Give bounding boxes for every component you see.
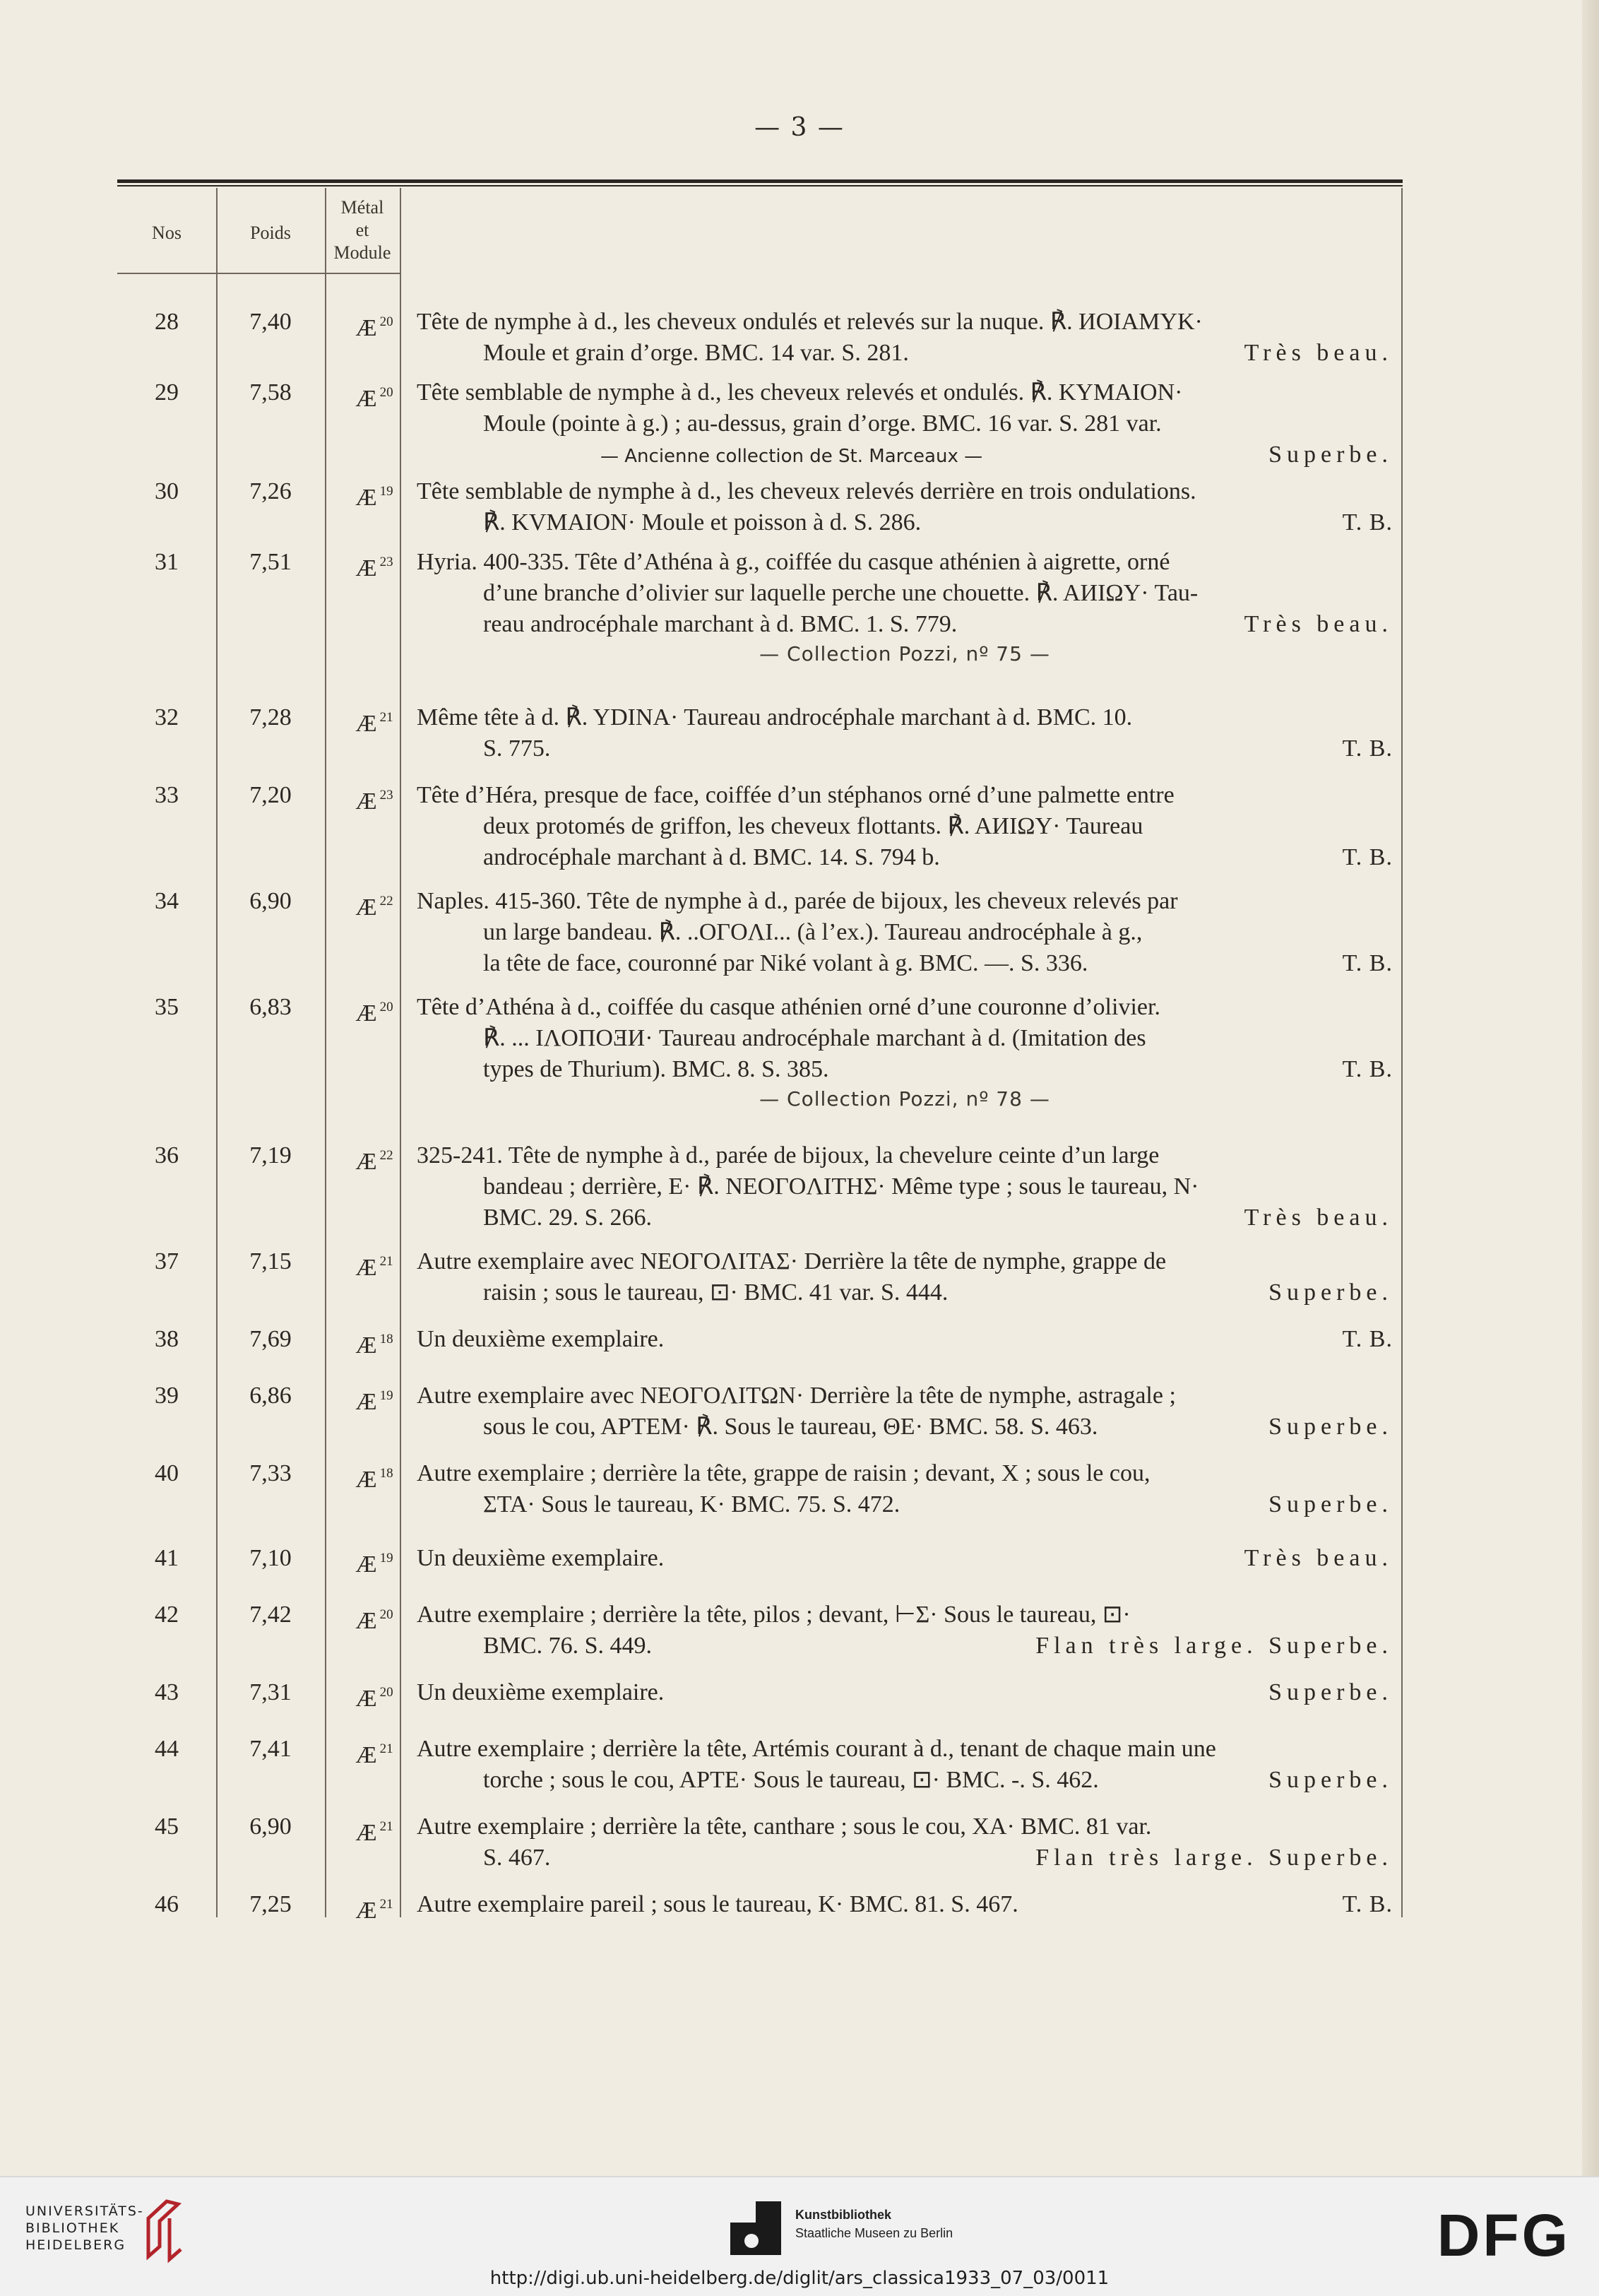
description-text: Un deuxième exemplaire. [417,1679,665,1705]
column-divider [400,188,401,1917]
entry-description [417,1889,1393,1920]
header-metal-line: Module [333,242,391,263]
entry-module: 20 [379,1685,393,1700]
entry-weight: 6,83 [249,994,292,1020]
description-text: Autre exemplaire ; derrière la tête, pilos ; devant, ⊢Σ· Sous le taureau, ⊡· [417,1602,1131,1628]
description-line [417,780,1393,811]
entry-number: 38 [155,1326,179,1352]
description-text: androcéphale marchant à d. BMC. 14. S. 794 b. [483,844,940,870]
entry-metal: Æ [355,788,377,815]
column-divider [325,188,326,1917]
entry-module: 22 [379,1148,393,1163]
entry-metal-module [325,1324,424,1361]
entry-number: 31 [155,549,179,575]
entry-number: 35 [155,994,179,1020]
description-line [417,1054,1393,1085]
description-text: BMC. 29. S. 266. [483,1205,652,1231]
description-line [417,1889,1393,1920]
description-text: Autre exemplaire avec NEOΓOΛITΩN· Derrière la tête de nymphe, astragale ; [417,1383,1176,1409]
entry-module: 19 [379,1551,393,1566]
entry-description [417,702,1393,764]
description-line [417,547,1393,578]
entry-description [417,377,1393,471]
description-text: sous le cou, APTEM· ℟. Sous le taureau, ΘE· BMC. 58. S. 463. [483,1414,1098,1440]
entry-number: 30 [155,478,179,504]
entry-metal-module [325,1246,424,1284]
entry-weight: 6,86 [249,1383,292,1409]
grade-label: Très beau. [1244,611,1393,637]
description-line [417,476,1393,507]
description-line [417,1023,1393,1054]
entry-metal-module [325,702,424,740]
description-line [417,1543,1393,1574]
entry-weight: 7,26 [249,478,292,504]
description-line [417,1324,1393,1355]
entry-module: 21 [379,1897,393,1912]
entry-description [417,1811,1393,1874]
description-line [417,1765,1393,1796]
header-nos-label: Nos [152,223,182,243]
entry-metal-module [325,547,424,584]
entry-weight: 6,90 [249,888,292,914]
entry-metal: Æ [355,1389,377,1415]
description-line [417,1380,1393,1412]
entry-metal-module [325,1140,424,1178]
column-divider [216,188,218,1917]
grade-label: T. B. [1342,1056,1393,1082]
description-line [417,507,1393,538]
description-line [417,377,1393,408]
description-text: Tête d’Athéna à d., coiffée du casque athénien orné d’une couronne d’olivier. [417,994,1160,1020]
description-line [417,1202,1393,1233]
description-text: raisin ; sous le taureau, ⊡· BMC. 41 var. S. 444. [483,1279,949,1306]
entry-metal-module [325,1677,424,1715]
description-line [417,338,1393,369]
entry-module: 20 [379,1607,393,1622]
description-text: types de Thurium). BMC. 8. S. 385. [483,1056,829,1082]
grade-label: Superbe. [1268,1279,1393,1306]
entry-metal: Æ [355,1608,377,1634]
entry-metal: Æ [355,894,377,921]
entry-module: 21 [379,710,393,725]
entry-metal: Æ [355,1149,377,1175]
description-text: Autre exemplaire ; derrière la tête, Artémis courant à d., tenant de chaque main une [417,1736,1216,1762]
header-poids-label: Poids [250,223,291,243]
entry-metal-module [325,780,424,817]
header-metal [325,196,400,264]
entry-number: 29 [155,379,179,406]
grade-label: Flan très large. Superbe. [1035,1633,1393,1659]
description-line [417,733,1393,764]
grade-label: Superbe. [1268,1414,1393,1440]
entry-module: 19 [379,1388,393,1403]
description-line [417,1599,1393,1631]
entry-description [417,1324,1393,1355]
uni-logo-line: UNIVERSITÄTS- [25,2203,144,2219]
grade-label: Superbe. [1268,1767,1393,1793]
entry-number: 41 [155,1545,179,1571]
entry-metal: Æ [355,555,377,581]
description-text: ΣTA· Sous le taureau, K· BMC. 75. S. 472. [483,1491,900,1517]
entry-weight: 7,31 [249,1679,292,1705]
entry-weight: 7,25 [249,1891,292,1917]
entry-metal-module [325,1734,424,1771]
entry-number: 36 [155,1142,179,1168]
provenance-line: — Collection Pozzi, nº 78 — [759,1087,1050,1111]
uni-heidelberg-logo [25,2203,144,2254]
grade-label: T. B. [1342,509,1393,535]
grade-label: Très beau. [1244,340,1393,366]
top-rule-thin [117,185,1403,187]
entry-weight: 7,69 [249,1326,292,1352]
description-line [417,948,1393,979]
entry-metal-module [325,307,424,344]
entry-description [417,780,1393,873]
entry-number: 28 [155,309,179,335]
header-nos [117,222,216,244]
description-text: un large bandeau. ℟. ..OΓOΛI... (à l’ex.). Taureau androcéphale à g., [483,919,1143,945]
footer-bar [0,2176,1599,2296]
description-line [417,1631,1393,1662]
entry-weight: 7,20 [249,782,292,808]
entry-weight: 6,90 [249,1813,292,1840]
entry-metal: Æ [355,1467,377,1493]
entry-description [417,547,1393,668]
description-text: Autre exemplaire ; derrière la tête, grappe de raisin ; devant, X ; sous le cou, [417,1460,1151,1486]
entry-description [417,886,1393,979]
entry-metal-module [325,1599,424,1637]
description-line [417,1811,1393,1842]
description-text: Tête semblable de nymphe à d., les cheveux relevés derrière en trois ondulations. [417,478,1196,504]
entry-metal: Æ [355,386,377,412]
description-text: 325-241. Tête de nymphe à d., parée de bijoux, la chevelure ceinte d’un large [417,1142,1160,1168]
description-line [417,408,1393,439]
description-text: S. 467. [483,1845,551,1871]
entry-metal-module [325,992,424,1029]
header-poids [216,222,325,244]
entry-description [417,476,1393,538]
description-text: Autre exemplaire avec NEOΓOΛITAΣ· Derrière la tête de nymphe, grappe de [417,1248,1167,1274]
entry-number: 45 [155,1813,179,1840]
description-line [417,811,1393,842]
grade-label: T. B. [1342,1891,1393,1917]
grade-label: Très beau. [1244,1545,1393,1571]
entry-description [417,1599,1393,1662]
entry-weight: 7,15 [249,1248,292,1274]
entry-metal: Æ [355,1742,377,1768]
entry-module: 21 [379,1819,393,1834]
description-line [417,578,1393,609]
entry-weight: 7,41 [249,1736,292,1762]
entry-weight: 7,42 [249,1602,292,1628]
uni-heidelberg-mark-icon [138,2197,188,2265]
source-url-link[interactable]: http://digi.ub.uni-heidelberg.de/diglit/ars_classica1933_07_03/0011 [489,2268,1110,2289]
entry-description [417,1543,1393,1574]
grade-label: Flan très large. Superbe. [1035,1845,1393,1871]
entry-metal-module [325,1811,424,1849]
page-edge [1582,0,1599,2176]
kunstbibliothek-logo-icon [730,2201,781,2255]
description-line [417,1277,1393,1308]
entry-module: 22 [379,894,393,909]
description-line [417,917,1393,948]
description-line [417,1171,1393,1202]
entry-metal-module [325,377,424,415]
kunstbibliothek-text [795,2206,953,2242]
entry-metal: Æ [355,1686,377,1712]
entry-module: 18 [379,1332,393,1347]
description-text: BMC. 76. S. 449. [483,1633,652,1659]
grade-label: Très beau. [1244,1205,1393,1231]
description-line [417,886,1393,917]
description-text: Moule et grain d’orge. BMC. 14 var. S. 281. [483,340,909,366]
dfg-logo: DFG [1437,2202,1571,2268]
grade-label: T. B. [1342,950,1393,976]
description-text: deux protomés de griffon, les cheveux flottants. ℟. AИIΩY· Taureau [483,813,1143,839]
entry-description [417,1380,1393,1443]
entry-metal: Æ [355,1820,377,1846]
entry-metal-module [325,1458,424,1496]
uni-logo-line: BIBLIOTHEK [25,2220,120,2236]
description-text: ℟. KVMAION· Moule et poisson à d. S. 286. [483,509,922,535]
description-text: Autre exemplaire pareil ; sous le taureau, K· BMC. 81. S. 467. [417,1891,1018,1917]
description-text: bandeau ; derrière, E· ℟. NEOΓOΛITHΣ· Même type ; sous le taureau, N· [483,1173,1199,1200]
description-text: d’une branche d’olivier sur laquelle perche une chouette. ℟. AИIΩY· Tau- [483,580,1199,606]
entry-module: 21 [379,1254,393,1269]
entry-metal: Æ [355,1255,377,1281]
entry-metal: Æ [355,711,377,737]
grade-label: T. B. [1342,844,1393,870]
entry-number: 40 [155,1460,179,1486]
provenance-text: — Ancienne collection de St. Marceaux — [600,446,983,467]
description-line [417,307,1393,338]
description-line [417,1734,1393,1765]
entry-description [417,1734,1393,1796]
entry-number: 39 [155,1383,179,1409]
entry-number: 46 [155,1891,179,1917]
description-line [417,992,1393,1023]
description-text: S. 775. [483,735,551,762]
kb-name: Kunstbibliothek [795,2208,891,2222]
description-text: reau androcéphale marchant à d. BMC. 1. S. 779. [483,611,958,637]
description-line [417,1677,1393,1708]
entry-metal: Æ [355,485,377,511]
entry-metal: Æ [355,1332,377,1359]
grade-label: T. B. [1342,735,1393,762]
entry-module: 20 [379,385,393,400]
top-rule [117,179,1403,183]
description-text: torche ; sous le cou, APTE· Sous le taureau, ⊡· BMC. -. S. 462. [483,1767,1099,1793]
entry-weight: 7,40 [249,309,292,335]
column-divider [1401,188,1403,1917]
description-text: Moule (pointe à g.) ; au-dessus, grain d’orge. BMC. 16 var. S. 281 var. [483,410,1162,437]
entry-metal: Æ [355,315,377,341]
description-line [417,1842,1393,1874]
entry-number: 33 [155,782,179,808]
description-line [417,609,1393,640]
entry-description [417,1140,1393,1233]
grade-label: Superbe. [1268,1679,1393,1705]
description-line [417,1458,1393,1489]
uni-logo-line: HEIDELBERG [25,2237,126,2253]
provenance-line: — Collection Pozzi, nº 75 — [759,642,1050,665]
entry-number: 43 [155,1679,179,1705]
entry-weight: 7,28 [249,704,292,730]
description-line [417,1489,1393,1520]
entry-description [417,1246,1393,1308]
entry-number: 42 [155,1602,179,1628]
header-metal-line: et [355,220,369,240]
catalog-table [117,179,1403,1924]
entry-weight: 7,33 [249,1460,292,1486]
grade-label: Superbe. [1268,1491,1393,1517]
entry-module: 20 [379,314,393,329]
entry-module: 19 [379,484,393,499]
entry-module: 18 [379,1466,393,1481]
description-text: Autre exemplaire ; derrière la tête, canthare ; sous le cou, XA· BMC. 81 var. [417,1813,1152,1840]
description-text: Tête d’Héra, presque de face, coiffée d’un stéphanos orné d’une palmette entre [417,782,1175,808]
description-line [417,842,1393,873]
page-number: — 3 — [754,113,845,142]
description-text: Tête semblable de nymphe à d., les cheveux relevés et ondulés. ℟. KYMAION· [417,379,1183,406]
entry-number: 34 [155,888,179,914]
description-text: ℟. ... IΛOΠOƎИ· Taureau androcéphale marchant à d. (Imitation des [483,1025,1146,1051]
entry-metal-module [325,1380,424,1418]
entry-metal-module [325,1889,424,1927]
entry-metal-module [325,476,424,514]
description-line [417,1412,1393,1443]
entry-weight: 7,58 [249,379,292,406]
entry-metal-module [325,886,424,923]
description-text: Hyria. 400-335. Tête d’Athéna à g., coiffée du casque athénien à aigrette, orné [417,549,1170,575]
header-rule [117,273,400,274]
description-text: Un deuxième exemplaire. [417,1545,665,1571]
description-text: Tête de nymphe à d., les cheveux ondulés et relevés sur la nuque. ℟. ИOIAMYK· [417,309,1203,335]
description-text: la tête de face, couronné par Niké volant à g. BMC. —. S. 336. [483,950,1088,976]
entry-weight: 7,19 [249,1142,292,1168]
entry-description [417,1458,1393,1520]
grade-label: T. B. [1342,1326,1393,1352]
grade-label: Superbe. [1268,442,1393,468]
entry-module: 21 [379,1741,393,1756]
entry-module: 23 [379,555,393,569]
description-text: Naples. 415-360. Tête de nymphe à d., parée de bijoux, les cheveux relevés par [417,888,1178,914]
entry-weight: 7,51 [249,549,292,575]
description-line [417,1246,1393,1277]
description-line [417,1140,1393,1171]
entry-number: 32 [155,704,179,730]
kb-subtitle: Staatliche Museen zu Berlin [795,2226,953,2240]
entry-description [417,1677,1393,1708]
entry-description [417,992,1393,1113]
description-text: Même tête à d. ℟. YDINA· Taureau androcéphale marchant à d. BMC. 10. [417,704,1133,730]
entry-metal-module [325,1543,424,1580]
entry-metal: Æ [355,1898,377,1924]
entry-number: 44 [155,1736,179,1762]
header-metal-line: Métal [340,197,384,218]
description-text: Un deuxième exemplaire. [417,1326,665,1352]
provenance-line [417,439,1393,471]
entry-weight: 7,10 [249,1545,292,1571]
description-line [417,702,1393,733]
entry-module: 20 [379,1000,393,1014]
entry-number: 37 [155,1248,179,1274]
entry-metal: Æ [355,1551,377,1578]
entry-description [417,307,1393,369]
entry-metal: Æ [355,1000,377,1026]
entry-module: 23 [379,788,393,803]
